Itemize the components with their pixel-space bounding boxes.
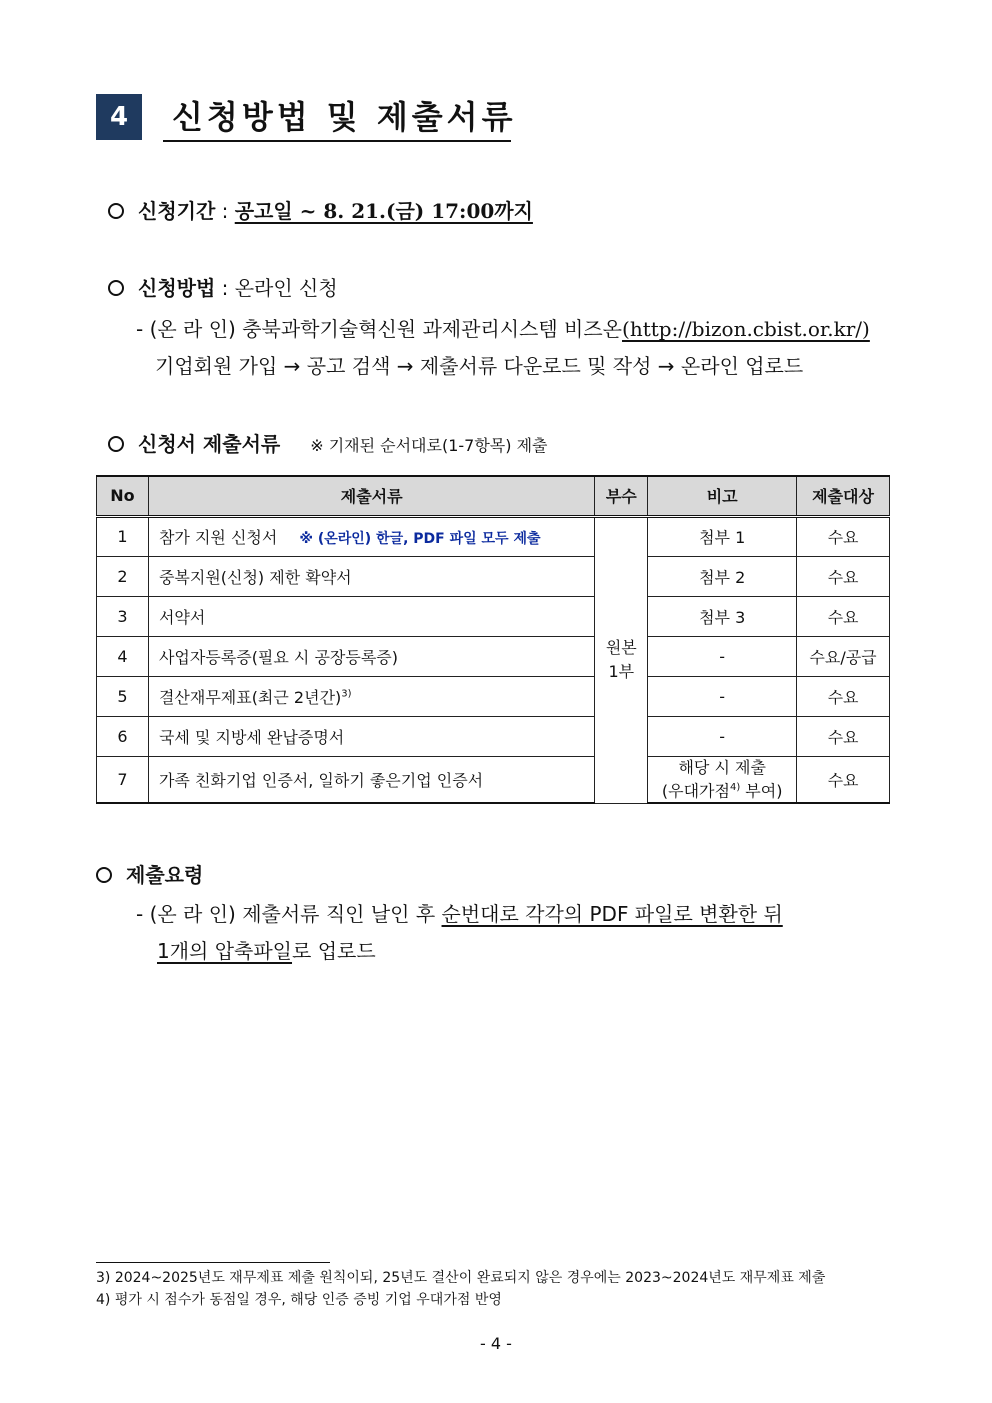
submission-line2 [157, 936, 376, 966]
footnote-3: 3) 2024~2025년도 재무제표 제출 원칙이되, 25년도 결산이 완료되지 않은 경우에는 2023~2024년도 재무제표 제출 [96, 1270, 826, 1286]
circle-bullet-icon [108, 280, 124, 296]
row-no: 1 [97, 516, 149, 556]
section-number: 4 [96, 94, 142, 140]
submission-label: 제출요령 [126, 863, 204, 887]
table-row [97, 596, 890, 636]
row-document: 국세 및 지방세 완납증명서 [148, 716, 594, 756]
row-remark-line2a: (우대가점 [661, 780, 730, 800]
row-no: 2 [97, 556, 149, 596]
row-target: 수요 [797, 556, 890, 596]
row-remark: 첨부 3 [648, 596, 797, 636]
docs-heading [108, 429, 548, 461]
row-no: 5 [97, 676, 149, 716]
header-document: 제출서류 [148, 476, 594, 516]
table-row [97, 716, 890, 756]
table-row [97, 756, 890, 803]
method-line [108, 273, 338, 303]
method-value: 온라인 신청 [234, 276, 338, 300]
page-number: - 4 - [480, 1334, 512, 1353]
row-document: 사업자등록증(필요 시 공장등록증) [148, 636, 594, 676]
row-document: 중복지원(신청) 제한 확약서 [148, 556, 594, 596]
row-target: 수요 [797, 756, 890, 803]
row-remark: - [648, 716, 797, 756]
period-value: 공고일 ~ 8. 21.(금) 17:00까지 [234, 199, 533, 223]
method-detail-line2: 기업회원 가입 → 공고 검색 → 제출서류 다운로드 및 작성 → 온라인 업로드 [155, 354, 804, 378]
row-document: 서약서 [148, 596, 594, 636]
period-line [108, 196, 533, 226]
docs-label: 신청서 제출서류 [138, 432, 281, 456]
header-copies: 부수 [595, 476, 648, 516]
row-remark: - [648, 636, 797, 676]
row-remark: 첨부 1 [648, 516, 797, 556]
section-title-underline [163, 140, 511, 142]
row-remark-line2b: 부여) [740, 780, 783, 800]
circle-bullet-icon [108, 436, 124, 452]
method-label: 신청방법 [138, 276, 216, 300]
footnote-4: 4) 평가 시 점수가 동점일 경우, 해당 인증 증빙 기업 우대가점 반영 [96, 1292, 502, 1308]
row-target: 수요/공급 [797, 636, 890, 676]
circle-bullet-icon [108, 203, 124, 219]
submission-line1-a: - (온 라 인) 제출서류 직인 날인 후 [136, 902, 442, 926]
footnote-divider [96, 1262, 330, 1263]
row-document [148, 516, 594, 556]
section-title: 신청방법 및 제출서류 [172, 98, 517, 136]
submission-line2-b: 로 업로드 [292, 939, 376, 963]
footnote-ref: 4) [729, 781, 741, 793]
row-no: 7 [97, 756, 149, 803]
row-no: 4 [97, 636, 149, 676]
method-separator: : [215, 276, 235, 300]
table-row [97, 516, 890, 556]
row-remark-line1: 해당 시 제출 [678, 757, 766, 777]
row-remark: 첨부 2 [648, 556, 797, 596]
footnote-ref: 3) [341, 688, 352, 700]
circle-bullet-icon [96, 867, 112, 883]
copies-cell [595, 516, 648, 803]
table-row [97, 556, 890, 596]
header-remark: 비고 [648, 476, 797, 516]
table-header-row [97, 476, 890, 516]
submission-line1-b: 순번대로 각각의 PDF 파일로 변환한 뒤 [441, 902, 783, 926]
row-no: 3 [97, 596, 149, 636]
row-document-note: ※ (온라인) 한글, PDF 파일 모두 제출 [299, 531, 541, 547]
header-target: 제출대상 [797, 476, 890, 516]
table-row [97, 676, 890, 716]
row-document: 가족 친화기업 인증서, 일하기 좋은기업 인증서 [148, 756, 594, 803]
period-separator: : [215, 199, 235, 223]
submission-heading [96, 860, 203, 890]
method-detail-line1 [136, 314, 870, 344]
row-document-text: 참가 지원 신청서 [158, 528, 278, 547]
copies-line1: 원본 [605, 638, 637, 657]
row-document-text: 결산재무제표(최근 2년간) [158, 687, 342, 707]
submission-line1 [136, 899, 783, 929]
copies-line2: 1부 [608, 662, 635, 681]
row-target: 수요 [797, 676, 890, 716]
table-row [97, 636, 890, 676]
row-no: 6 [97, 716, 149, 756]
row-remark [648, 756, 797, 803]
method-detail-prefix: - (온 라 인) 충북과학기술혁신원 과제관리시스템 비즈온 [136, 317, 623, 341]
row-remark: - [648, 676, 797, 716]
row-document [148, 676, 594, 716]
submission-line2-a: 1개의 압축파일 [157, 939, 293, 963]
row-target: 수요 [797, 596, 890, 636]
row-target: 수요 [797, 516, 890, 556]
documents-table [96, 475, 890, 804]
docs-note: ※ 기재된 순서대로(1-7항목) 제출 [310, 436, 548, 455]
header-no: No [97, 476, 149, 516]
row-target: 수요 [797, 716, 890, 756]
period-label: 신청기간 [138, 199, 216, 223]
bizon-url-link[interactable]: (http://bizon.cbist.or.kr/) [622, 317, 870, 341]
